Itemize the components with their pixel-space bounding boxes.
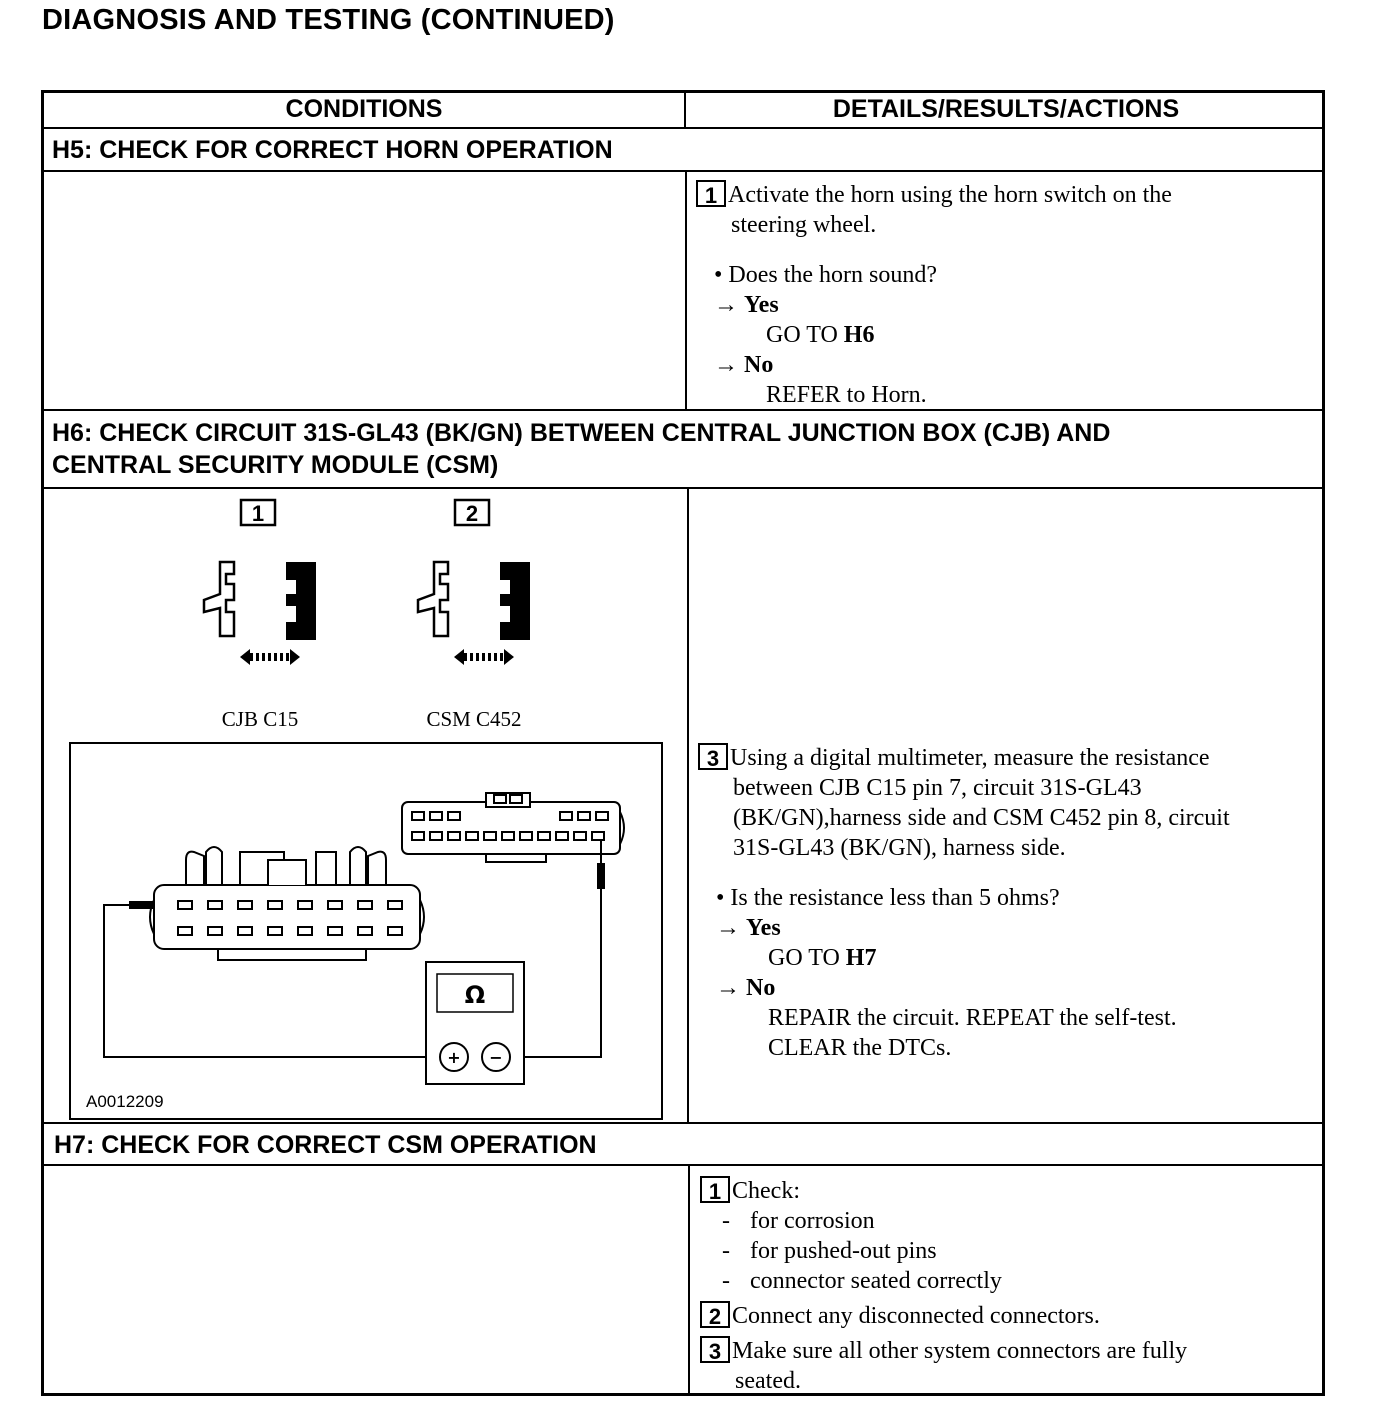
arrow-icon: → — [714, 292, 738, 318]
diagnosis-table — [41, 90, 1325, 1396]
dash-icon: - — [722, 1208, 730, 1234]
divider — [44, 127, 1322, 129]
h6-step-3 — [698, 743, 1318, 773]
h6-title-line-2: CENTRAL SECURITY MODULE (CSM) — [52, 451, 499, 479]
divider — [687, 487, 689, 1123]
minus-icon: − — [489, 1048, 503, 1067]
dash-icon: - — [722, 1268, 730, 1294]
divider — [685, 170, 687, 410]
h5-yes-label: Yes — [744, 292, 779, 318]
column-header-details: DETAILS/RESULTS/ACTIONS — [832, 95, 1180, 123]
ohm-icon: Ω — [464, 981, 486, 1009]
h7-step-2 — [700, 1301, 1320, 1331]
step-number: 1 — [700, 1176, 730, 1203]
figure-frame — [70, 743, 662, 1119]
h5-details — [696, 180, 1316, 410]
divider — [44, 1164, 1322, 1166]
plus-icon: + — [447, 1048, 461, 1067]
divider — [44, 170, 1322, 172]
connector-1-label: CJB C15 — [221, 707, 299, 731]
multimeter-icon — [426, 962, 524, 1084]
h7-details — [700, 1176, 1320, 1396]
connector-2-label: CSM C452 — [426, 707, 522, 731]
h7-step-3 — [700, 1336, 1320, 1366]
step-number: 3 — [700, 1336, 730, 1363]
h5-no-label: No — [744, 352, 774, 378]
h7-step-1-text: Check: — [732, 1178, 800, 1204]
arrow-icon: → — [714, 352, 738, 378]
section-title-h5: H5: CHECK FOR CORRECT HORN OPERATION — [52, 136, 613, 164]
step-number: 3 — [698, 743, 728, 770]
h6-yes-target: H7 — [845, 945, 877, 971]
h5-yes-action: GO TO — [766, 322, 844, 348]
h7-step-2-text: Connect any disconnected connectors. — [732, 1303, 1100, 1329]
h6-step-3-line-3: (BK/GN),harness side and CSM C452 pin 8, circuit — [733, 805, 1230, 831]
step-number: 2 — [700, 1301, 730, 1328]
disconnect-connector-icon — [204, 562, 316, 665]
h5-no-action: REFER to Horn. — [766, 382, 927, 408]
h6-step-3-line-1: Using a digital multimeter, measure the resistance — [730, 745, 1210, 771]
h7-step-1 — [700, 1176, 1320, 1206]
h6-no-action-line-1: REPAIR the circuit. REPEAT the self-test. — [768, 1005, 1177, 1031]
h6-yes-action: GO TO — [768, 945, 846, 971]
step-number: 1 — [696, 180, 726, 207]
h6-question: • Is the resistance less than 5 ohms? — [716, 885, 1060, 911]
h7-step-3-line-1: Make sure all other system connectors are fully — [732, 1338, 1188, 1364]
connector-2-number: 2 — [465, 501, 479, 526]
h6-step-3-line-2: between CJB C15 pin 7, circuit 31S-GL43 — [733, 775, 1142, 801]
dash-icon: - — [722, 1238, 730, 1264]
h5-yes-target: H6 — [843, 322, 875, 348]
disconnect-connector-icon — [418, 562, 530, 665]
figure-id: A0012209 — [86, 1092, 164, 1111]
check-item: - connector seated correctly — [722, 1268, 1002, 1294]
arrow-icon: → — [716, 975, 740, 1001]
h6-yes-label: Yes — [746, 915, 781, 941]
h5-step-1-line-1: Activate the horn using the horn switch on the — [728, 182, 1172, 208]
section-title-h7: H7: CHECK FOR CORRECT CSM OPERATION — [54, 1131, 597, 1159]
check-item: - for pushed-out pins — [722, 1238, 937, 1264]
divider — [44, 1122, 1322, 1124]
h5-question: • Does the horn sound? — [714, 262, 938, 288]
arrow-icon: → — [716, 915, 740, 941]
connector-1-number: 1 — [251, 501, 265, 526]
h6-connector-diagram — [44, 490, 684, 1122]
h6-title-line-1: H6: CHECK CIRCUIT 31S-GL43 (BK/GN) BETWEEN CENTRAL JUNCTION BOX (CJB) AND — [52, 419, 1111, 447]
check-item: - for corrosion — [722, 1208, 875, 1234]
h5-step-1 — [696, 180, 1316, 210]
h6-step-3-line-4: 31S-GL43 (BK/GN), harness side. — [733, 835, 1066, 861]
h5-step-1-line-2: steering wheel. — [731, 212, 877, 238]
divider — [688, 1164, 690, 1396]
section-title-h6 — [52, 417, 1110, 481]
h7-step-3-line-2: seated. — [735, 1368, 801, 1394]
h6-details — [698, 743, 1318, 1063]
cjb-connector-drawing — [150, 847, 424, 960]
divider — [44, 487, 1322, 489]
column-header-conditions: CONDITIONS — [285, 95, 443, 123]
h6-no-label: No — [746, 975, 776, 1001]
h6-no-action-line-2: CLEAR the DTCs. — [768, 1035, 952, 1061]
page-title: DIAGNOSIS AND TESTING (CONTINUED) — [42, 4, 615, 36]
csm-connector-drawing — [402, 793, 624, 862]
